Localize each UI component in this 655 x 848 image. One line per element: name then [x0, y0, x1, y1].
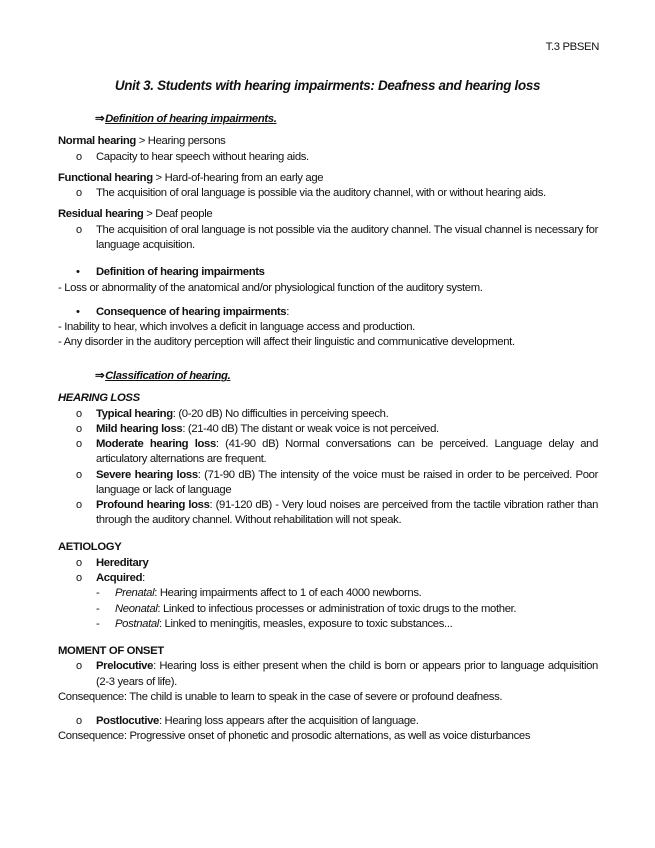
- dot-bullet-icon: •: [76, 305, 80, 318]
- list-item-term: Moderate hearing loss: [96, 438, 216, 451]
- list-item: [58, 498, 598, 528]
- residual-hearing-rest: > Deaf people: [143, 208, 213, 221]
- list-item: [58, 223, 598, 253]
- list-item: [96, 586, 598, 601]
- list-item: [58, 571, 598, 586]
- definition-bullet-list: [58, 265, 598, 280]
- list-item: [58, 186, 598, 201]
- list-item: [58, 150, 598, 165]
- list-item-text: : Hearing loss appears after the acquisition of language.: [158, 715, 419, 728]
- aetiology-label: [58, 540, 598, 556]
- circle-bullet-icon: o: [76, 187, 82, 200]
- consequence-bullet-list: [58, 305, 598, 320]
- list-item-text: : (91-120 dB) - Very loud noises are perceived from the tactile vibration rather than through the auditory channel. Without rehabilitation will not speak.: [96, 499, 599, 527]
- list-item-text: : (41-90 dB) Normal conversations can be perceived. Language delay and articulatory alternations are frequent.: [96, 438, 598, 466]
- circle-bullet-icon: o: [76, 660, 82, 673]
- list-item-term: Postnatal: [115, 617, 159, 630]
- list-item: [58, 556, 598, 571]
- header-course-code: T.3 PBSEN: [545, 41, 599, 53]
- definition-bullet-text: Definition of hearing impairments: [96, 266, 265, 279]
- residual-hearing-label: [58, 207, 598, 223]
- consequence-line: - Any disorder in the auditory perception will affect their linguistic and communicative development.: [58, 336, 515, 349]
- list-item: [58, 714, 598, 729]
- list-item-term: Severe hearing loss: [96, 468, 198, 481]
- consequence-bullet-suffix: :: [286, 305, 290, 318]
- residual-hearing-term: Residual hearing: [58, 208, 144, 221]
- list-item-term: Profound hearing loss: [96, 499, 210, 512]
- onset-label: [58, 644, 598, 660]
- functional-hearing-term: Functional hearing: [58, 171, 153, 184]
- list-item-text: : Linked to infectious processes or administration of toxic drugs to the mother.: [157, 602, 517, 615]
- list-item: [58, 659, 598, 689]
- list-item: [58, 422, 598, 437]
- list-item-text: : (0-20 dB) No difficulties in perceiving speech.: [172, 407, 389, 420]
- list-item-term: Prenatal: [115, 587, 155, 600]
- prelocutive-consequence: Consequence: The child is unable to learn to speak in the case of severe or profound deafness.: [58, 690, 503, 703]
- acquired-text: Acquired: [96, 572, 143, 585]
- functional-hearing-list: [58, 186, 598, 201]
- list-item-text: : (21-40 dB) The distant or weak voice is not perceived.: [182, 423, 439, 436]
- dash-bullet-icon: -: [96, 587, 100, 600]
- hearing-loss-list: [58, 407, 598, 529]
- normal-hearing-rest: > Hearing persons: [135, 135, 226, 147]
- aetiology-label-text: AETIOLOGY: [58, 541, 122, 554]
- definition-text: - Loss or abnormality of the anatomical and/or physiological function of the auditory system.: [58, 281, 483, 294]
- circle-bullet-icon: o: [76, 468, 82, 481]
- list-item-text: Capacity to hear speech without hearing aids.: [96, 150, 309, 163]
- dot-bullet-icon: •: [76, 266, 80, 279]
- list-item-term: Postlocutive: [96, 715, 159, 728]
- list-item-text: : Hearing impairments affect to 1 of each 4000 newborns.: [154, 587, 422, 600]
- list-item-text: The acquisition of oral language is not possible via the auditory channel. The visual channel is necessary for language acquisition.: [96, 223, 598, 252]
- circle-bullet-icon: o: [76, 423, 82, 436]
- circle-bullet-icon: o: [76, 572, 82, 585]
- circle-bullet-icon: o: [76, 715, 82, 728]
- section-heading-text: Definition of hearing impairments: [105, 113, 274, 125]
- list-item: [58, 468, 598, 498]
- residual-hearing-list: [58, 223, 598, 253]
- normal-hearing-list: [58, 150, 598, 165]
- list-item-term: Mild hearing loss: [96, 423, 183, 436]
- prelocutive-list: [58, 659, 598, 689]
- list-item-text: : Hearing loss is either present when the child is born or appears prior to language adquisition (2-3 years of life).: [96, 660, 598, 688]
- normal-hearing-label: [58, 134, 598, 150]
- list-item-text: : Linked to meningitis, measles, exposure to toxic substances...: [158, 617, 453, 630]
- postlocutive-consequence: Consequence: Progressive onset of phonetic and prosodic alternations, as well as voice disturbances: [58, 730, 531, 743]
- list-item-text: The acquisition of oral language is possible via the auditory channel, with or without hearing aids.: [96, 187, 546, 200]
- circle-bullet-icon: o: [76, 407, 82, 420]
- hearing-loss-label: HEARING LOSS: [58, 392, 140, 405]
- acquired-sub-list: [96, 586, 598, 632]
- list-item-term: Typical hearing: [96, 407, 173, 420]
- onset-label-text: MOMENT OF ONSET: [58, 644, 164, 657]
- circle-bullet-icon: o: [76, 556, 82, 569]
- document-body: [58, 111, 598, 744]
- functional-hearing-rest: > Hard-of-hearing from an early age: [152, 171, 324, 184]
- section-heading-suffix: .: [273, 113, 277, 125]
- consequence-line: - Inability to hear, which involves a deficit in language access and production.: [58, 320, 415, 333]
- circle-bullet-icon: o: [76, 438, 82, 451]
- list-item-term: Neonatal: [115, 602, 158, 615]
- section-heading-suffix: .: [227, 370, 231, 383]
- acquired-suffix: :: [142, 572, 145, 585]
- list-item-term: Prelocutive: [96, 660, 154, 673]
- list-item: [58, 437, 598, 467]
- list-item-text: : (71-90 dB) The intensity of the voice must be raised in order to be perceived. Poor language or lack of language: [96, 468, 598, 496]
- double-arrow-icon: ⇒: [95, 370, 105, 383]
- section-heading-definition: [95, 111, 598, 128]
- consequence-bullet-text: Consequence of hearing impairments: [96, 305, 287, 318]
- normal-hearing-term: Normal hearing: [58, 135, 136, 147]
- list-item: [58, 305, 598, 320]
- list-item: [58, 407, 598, 422]
- functional-hearing-label: [58, 171, 598, 187]
- double-arrow-icon: ⇒: [95, 113, 105, 125]
- page-title: Unit 3. Students with hearing impairments: Deafness and hearing loss: [114, 78, 541, 93]
- list-item: [96, 617, 598, 632]
- circle-bullet-icon: o: [76, 150, 82, 163]
- section-heading-text: Classification of hearing: [105, 370, 228, 383]
- list-item: [96, 602, 598, 617]
- dash-bullet-icon: -: [96, 617, 100, 630]
- list-item: [58, 265, 598, 280]
- aetiology-list: [58, 556, 598, 586]
- hereditary-text: Hereditary: [96, 556, 149, 569]
- dash-bullet-icon: -: [96, 602, 100, 615]
- circle-bullet-icon: o: [76, 223, 82, 236]
- section-heading-classification: [95, 368, 598, 385]
- postlocutive-list: [58, 714, 598, 729]
- circle-bullet-icon: o: [76, 499, 82, 512]
